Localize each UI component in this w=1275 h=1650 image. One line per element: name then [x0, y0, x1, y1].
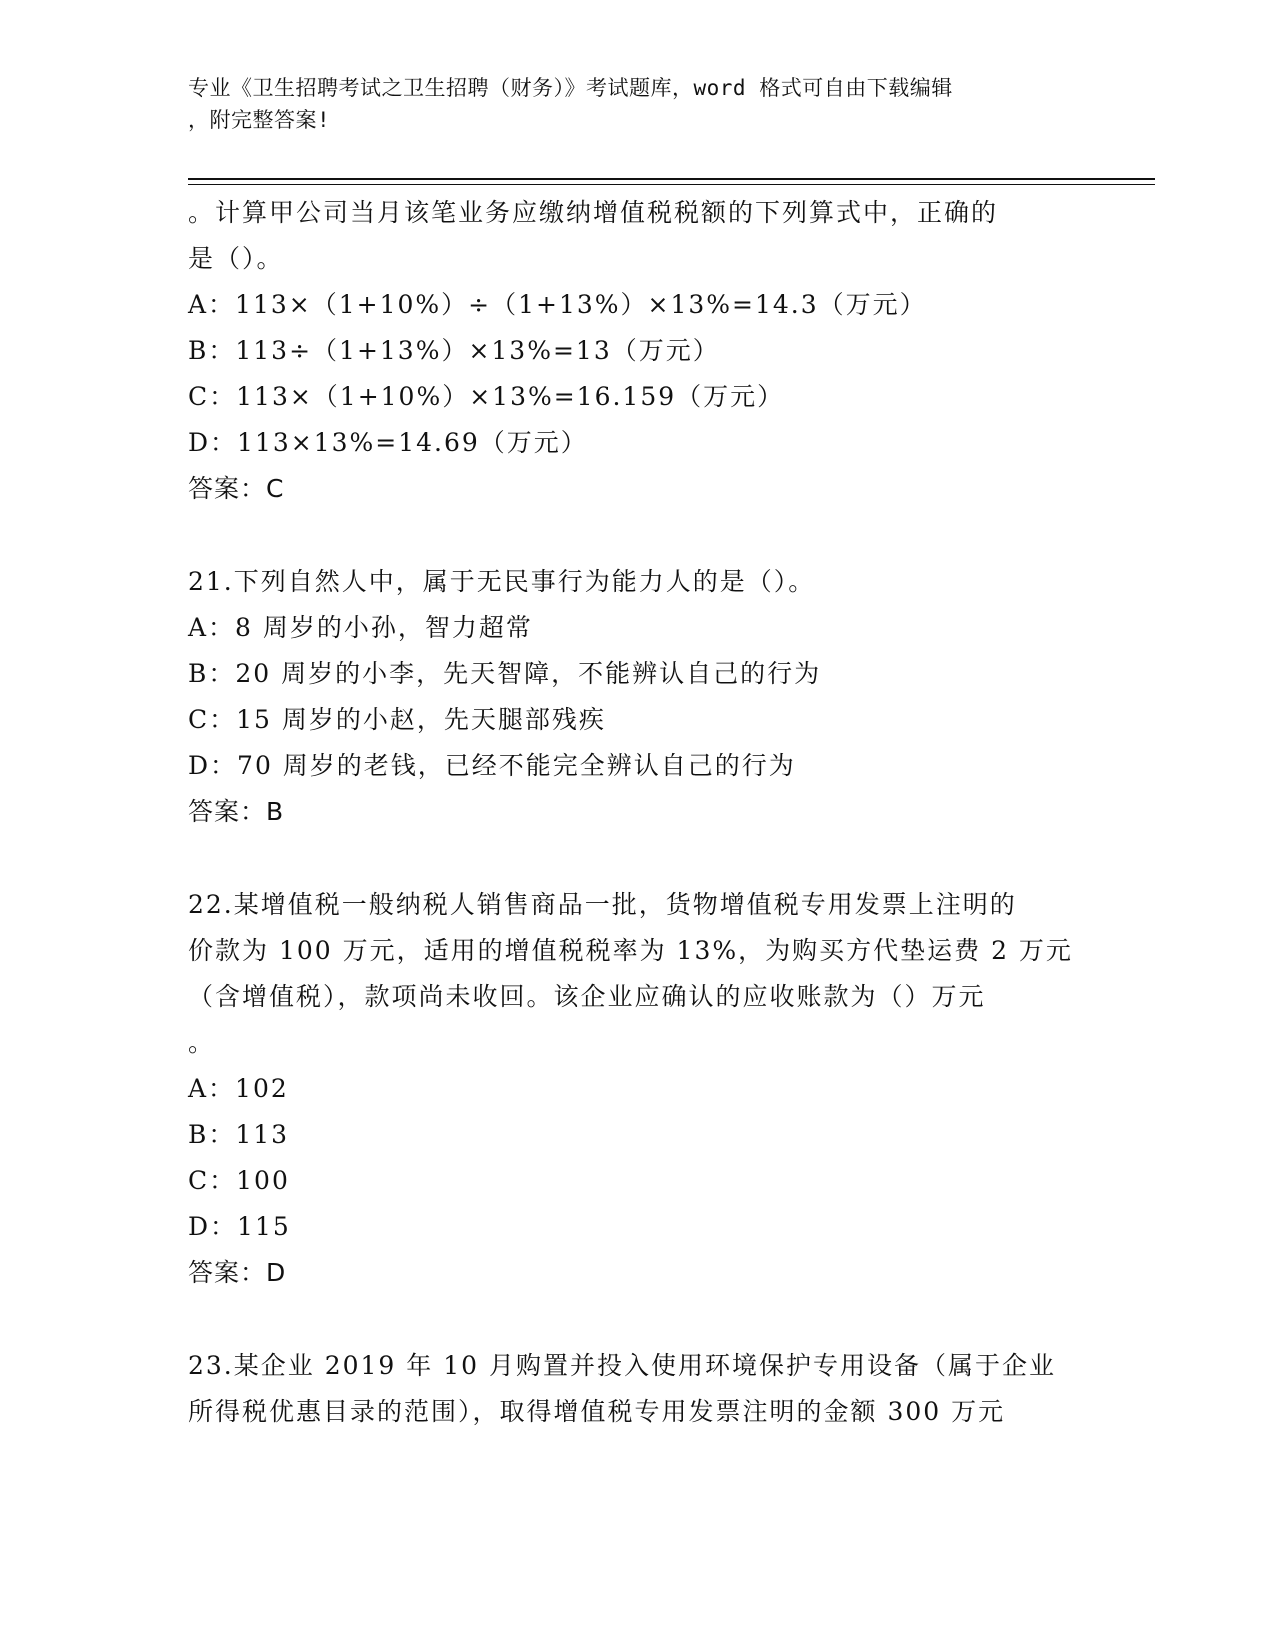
answer-line: 答案：B [188, 797, 285, 826]
option-c: C：15 周岁的小赵，先天腿部残疾 [188, 705, 606, 734]
option-d: D：113×13%=14.69（万元） [188, 428, 588, 457]
header-divider [188, 178, 1155, 180]
header-line: 专业《卫生招聘考试之卫生招聘（财务）》考试题库，word 格式可自由下载编辑 [188, 76, 953, 100]
question-stem: 。 [188, 1028, 216, 1057]
question-block [188, 559, 1088, 835]
option-b: B：20 周岁的小李，先天智障，不能辨认自己的行为 [188, 659, 822, 688]
answer-line: 答案：C [188, 474, 285, 503]
question-stem: 是（）。 [188, 244, 284, 273]
option-a: A：113×（1+10%）÷（1+13%）×13%=14.3（万元） [188, 290, 927, 319]
question-stem: 21.下列自然人中，属于无民事行为能力人的是（）。 [188, 567, 816, 596]
question-stem: （含增值税），款项尚未收回。该企业应确认的应收账款为（）万元 [188, 982, 986, 1011]
question-stem: 价款为 100 万元，适用的增值税税率为 13%，为购买方代垫运费 2 万元 [188, 936, 1073, 965]
header-line: ，附完整答案! [188, 108, 331, 132]
option-d: D：115 [188, 1212, 291, 1241]
option-b: B：113 [188, 1120, 290, 1149]
option-c: C：113×（1+10%）×13%=16.159（万元） [188, 382, 785, 411]
answer-line: 答案：D [188, 1258, 287, 1287]
question-stem: 23.某企业 2019 年 10 月购置并投入使用环境保护专用设备（属于企业 [188, 1351, 1056, 1380]
document-header [188, 72, 1068, 136]
question-block [188, 882, 1088, 1296]
option-b: B：113÷（1+13%）×13%=13（万元） [188, 336, 720, 365]
option-a: A：8 周岁的小孙，智力超常 [188, 613, 533, 642]
question-stem: 。计算甲公司当月该笔业务应缴纳增值税税额的下列算式中，正确的 [188, 198, 999, 227]
question-list [188, 190, 1088, 1435]
option-a: A：102 [188, 1074, 289, 1103]
question-block [188, 1343, 1088, 1435]
question-stem: 22.某增值税一般纳税人销售商品一批，货物增值税专用发票上注明的 [188, 890, 1017, 919]
option-d: D：70 周岁的老钱，已经不能完全辨认自己的行为 [188, 751, 796, 780]
header-divider-thin [188, 184, 1155, 185]
question-stem: 所得税优惠目录的范围），取得增值税专用发票注明的金额 300 万元 [188, 1397, 1006, 1426]
option-c: C：100 [188, 1166, 290, 1195]
question-block [188, 190, 1088, 512]
